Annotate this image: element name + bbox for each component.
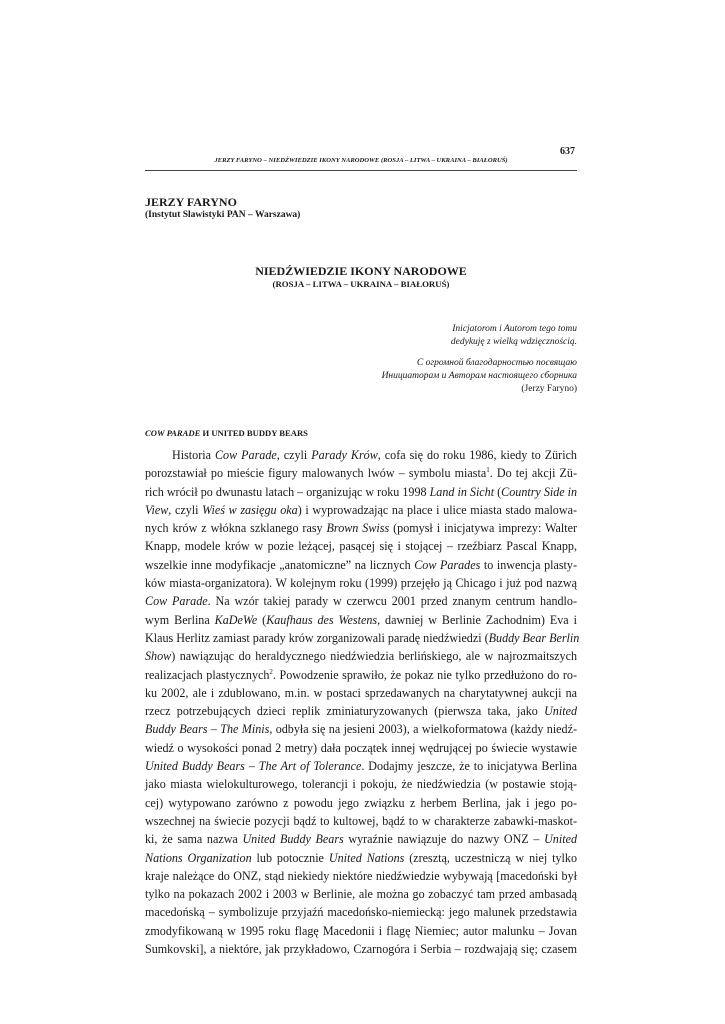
text-run: United Buddy Bears – The Art of Tolerance [145,759,362,774]
text-line: macedońską – symbolizuje przyjaźń macedońsko-niemiecką: jego malunek przedstawia [145,905,577,920]
text-line: tylko na pokazach 2002 i 2003 w Berlinie, ale można go zobaczyć tam przed ambasadą [145,887,577,902]
dedication-line: Inicjatorom i Autorom tego tomu [452,324,577,334]
text-run: , czyli [168,502,203,517]
text-run: ) i wyprowadzając na place i ulice miasta stado malowa- [297,502,577,517]
text-run: , cofa się do roku 1986, kiedy to Zürich [377,448,577,462]
text-run: Kaufhaus des Westens [266,612,378,627]
text-run: Wieś w zasięgu oka [202,502,298,517]
text-line: Sumkovski], a niektóre, jak przykładowo, Czarnogóra i Serbia – rozdwajają się; czasem [145,942,577,957]
text-line [145,483,577,501]
text-run: View [145,502,169,517]
text-run: Land in Sicht [429,484,495,499]
section-heading [145,428,308,438]
text-line [145,830,577,848]
text-run: , odbyła się na jesieni 2003), a wielkoformatowa (każdy niedź- [269,722,577,737]
running-head: JERZY FARYNO – NIEDŹWIEDZIE IKONY NARODOWE (ROSJA – LITWA – UKRAINA – BIAŁORUŚ) [214,157,508,164]
text-run: (zresztą, uczestniczą w niej tylko [404,850,577,865]
text-line [145,647,577,665]
text-run: . Do tej akcji Zü- [489,466,577,481]
text-line [145,501,577,519]
text-line: kraje należące do ONZ, stąd niekiedy niektóre niedźwiedzie wybywają [macedoński był [145,868,577,883]
text-line [145,702,577,720]
heading-conjunction: И [202,428,210,438]
text-run: porozstawiał po mieście figury malowanych lwów – symbolu miasta [145,466,487,481]
body-text [145,446,580,958]
text-run: Brown Swiss [326,521,390,536]
text-line: ków miasta-organizatora). W kolejnym roku (1999) przejęło ją Chicago i już pod nazwą [145,576,577,591]
text-run: ki, że sama nazwa [145,832,243,847]
article-title: NIEDŹWIEDZIE IKONY NARODOWE [255,264,467,278]
dedication-line: Инициаторам и Авторам настоящего сборника [381,371,577,381]
dedication-polish [451,323,577,349]
text-run: , czyli [276,448,312,462]
text-line [145,720,577,738]
text-run: realizacjach plastycznych [145,667,270,682]
heading-part: UNITED BUDDY BEARS [211,428,308,438]
text-line [145,666,577,684]
footnote-marker: 2 [269,667,273,676]
author-name: JERZY FARYNO [145,195,237,209]
text-line [145,849,577,867]
dedication-signature: (Jerzy Faryno) [521,384,577,394]
text-line [145,519,577,537]
text-run: wym Berlina [145,612,215,627]
text-run: . Dodajmy jeszcze, że to inicjatywa Berlina [361,759,577,774]
text-run: Buddy Bear Berlin [488,630,580,645]
text-run: nych krów z włókna szklanego rasy [145,521,327,536]
text-run: Cow Parade [145,594,208,609]
text-line: Knapp, modele krów w pozie leżącej, pasącej się i stojącej – rzeźbiarz Pascal Knapp, [145,539,577,554]
text-line: zmodyfikowaną w 1995 roku flagę Macedonii i flagę Niemiec; autor malunku – Jovan [145,923,577,938]
text-line [145,556,577,574]
text-run: ( [494,484,502,499]
dedication-russian [382,357,577,396]
text-run: KaDeWe [214,612,258,627]
text-run: United [544,704,577,719]
text-run: Klaus Herlitz zamiast parady krów zorganizowali paradę niedźwiedzi ( [145,630,489,645]
text-run: ) nawiązując do heraldycznego niedźwiedzia berlińskiego, ale w najrozmaitszych [171,649,577,664]
text-run: United [544,832,577,847]
dedication-line: С огромной благодарностью посвящаю [416,358,577,368]
text-run: rzecz potrzebujących dzieci replik zminiaturyzowanych (pierwsza taka, jako [145,704,545,719]
text-line: jako miasta wielokulturowego, tolerancji i pokoju, że niedźwiedzia (w postawie stoją- [145,777,577,792]
text-run: (pomysł i inicjatywa imprezy: Walter [389,521,577,536]
heading-part: COW PARADE [145,428,201,438]
text-line: wiedź o wysokości ponad 2 metry) dała początek innej wędrującej po świecie wystawie [145,740,577,755]
text-run: wyraźnie nawiązuje do nazwy ONZ – [343,832,545,847]
text-line: cej) wytypowano zarówno z powodu jego związku z herbem Berlina, jak i jego po- [145,795,577,810]
text-line [145,629,580,647]
text-line: wszechnej na świecie pozycji bądź to kultowej, bądź to w charakterze zabawki-maskot- [145,813,577,828]
text-run: Cow Parades [414,557,481,572]
text-run: Nations Organization [145,850,252,865]
text-line: ku 2002, ale i zdublowano, m.in. w postaci sprzedawanych na charytatywnej aukcji na [145,685,577,700]
text-run: lub potocznie [251,850,329,865]
dedication-line: dedykuję z wielką wdzięcznością. [450,337,577,347]
text-run: , dawniej w Berlinie Zachodnim) Eva i [377,612,577,627]
text-line [145,464,577,482]
text-run: United Nations [328,850,405,865]
header-rule [145,170,577,171]
text-run: Show [145,649,172,664]
text-run: United Buddy Bears [242,832,344,847]
article-subtitle: (ROSJA – LITWA – UKRAINA – BIAŁORUŚ) [272,279,450,289]
page-number: 637 [560,146,575,157]
text-run: Cow Parade [214,448,277,462]
text-line [145,446,577,464]
text-line [145,592,577,610]
text-run: rich wrócił po dwunastu latach – organizując w roku 1998 [145,484,430,499]
text-run: Parady Krów [311,448,378,462]
text-run: . Powodzenie sprawiło, że pokaz nie tylko przedłużono do ro- [272,667,577,682]
text-run: ( [257,612,267,627]
text-run: wszelkie inne modyfikacje „anatomiczne” na licznych [145,557,415,572]
text-run: to inwencja plasty- [480,557,577,572]
author-affiliation: (Instytut Slawistyki PAN – Warszawa) [145,210,301,220]
text-run: . Na wzór takiej parady w czerwcu 2001 przed znanym centrum handlo- [207,594,577,609]
text-line [145,611,577,629]
footnote-marker: 1 [486,466,490,475]
text-run: Buddy Bears – The Minis [145,722,270,737]
text-run: Historia [172,448,215,462]
text-line [145,757,577,775]
text-run: Country Side in [501,484,578,499]
